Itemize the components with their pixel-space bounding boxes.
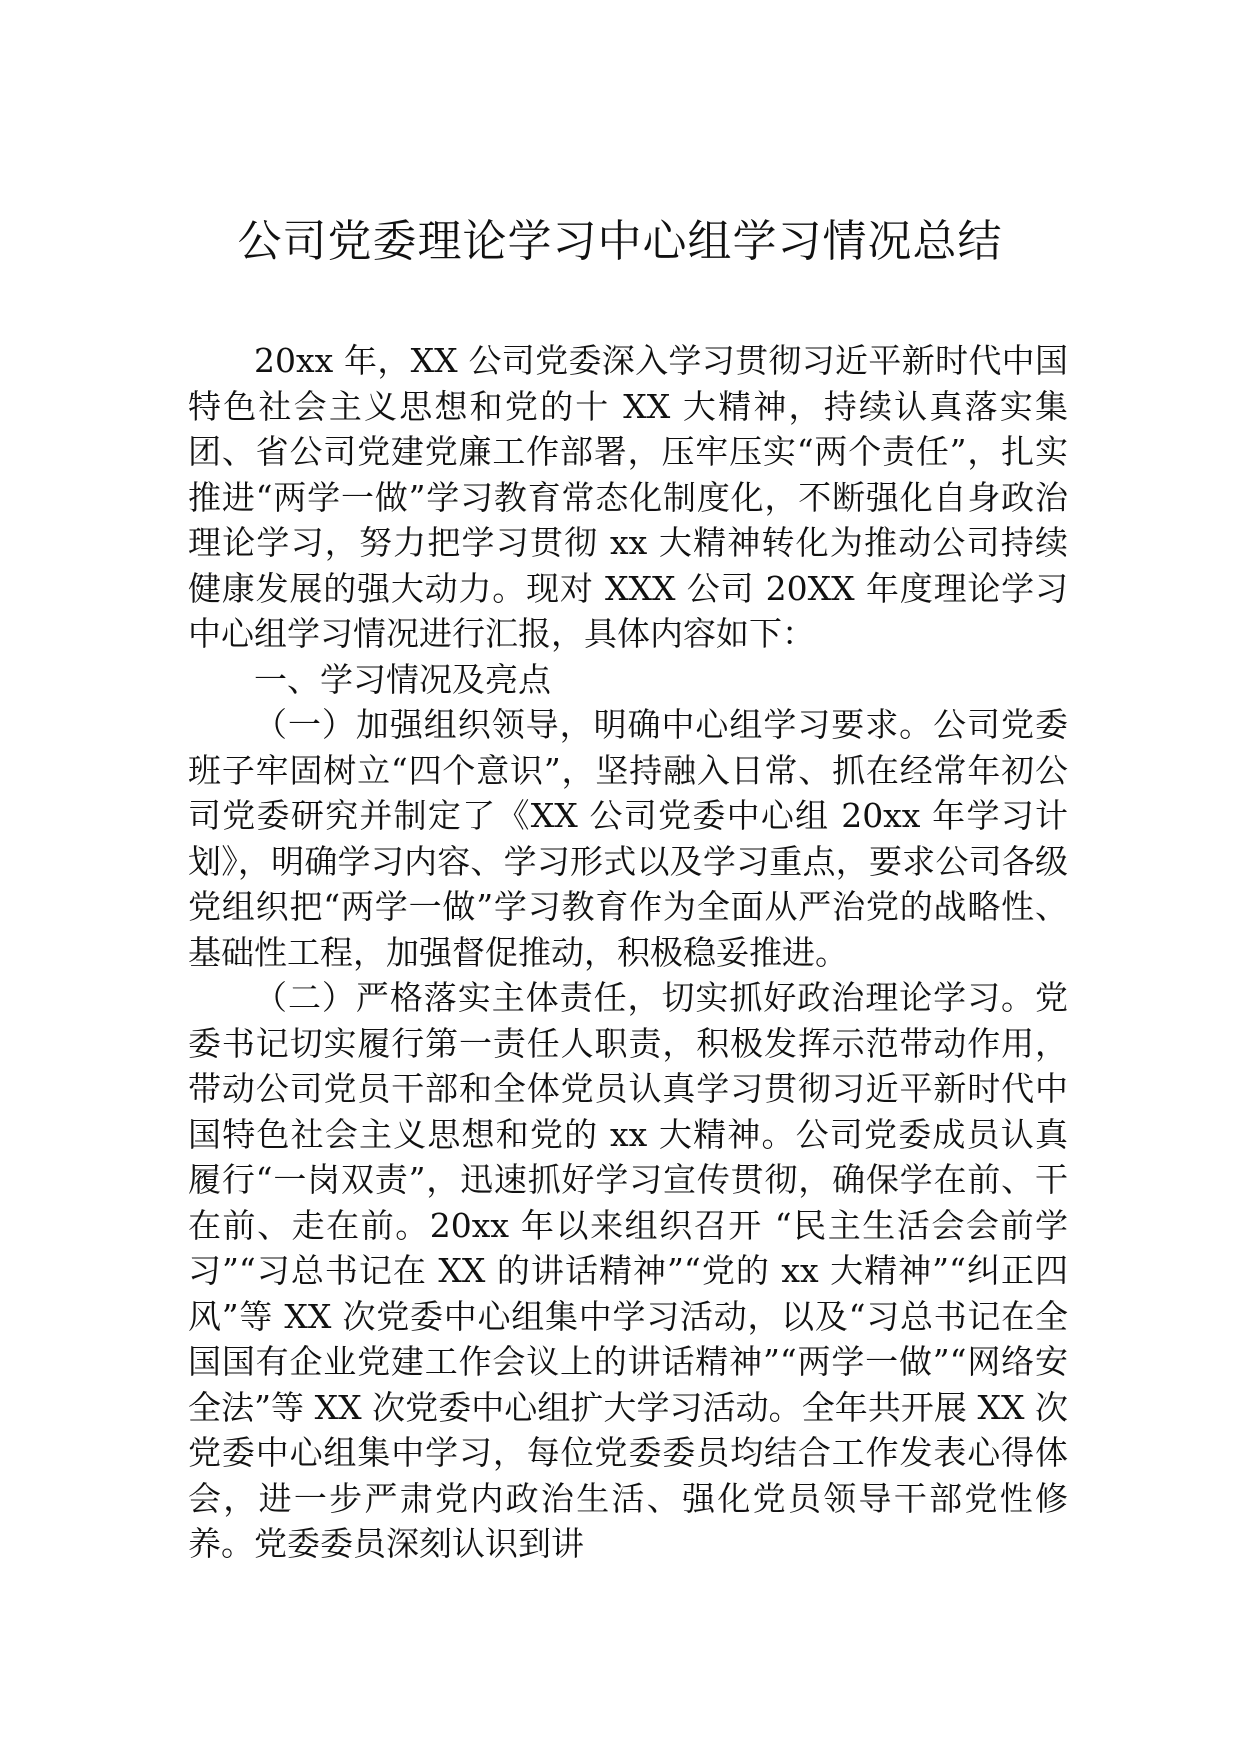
document-body: [188, 338, 1068, 1567]
paragraph-responsibility: （二）严格落实主体责任，切实抓好政治理论学习。党委书记切实履行第一责任人职责，积极发挥示范带动作用，带动公司党员干部和全体党员认真学习贯彻习近平新时代中国特色社会主义思想和党的 xx 大精神。公司党委成员认真履行“一岗双责”，迅速抓好学习宣传贯彻，确保学在前、干在前、走在前。20xx 年以来组织召开 “民主生活会会前学习”“习总书记在 XX 的讲话精神”“党的 xx 大精神”“纠正四风”等 XX 次党委中心组集中学习活动，以及“习总书记在全国国有企业党建工作会议上的讲话精神”“两学一做”“网络安全法”等 XX 次党委中心组扩大学习活动。全年共开展 XX 次党委中心组集中学习，每位党委委员均结合工作发表心得体会，进一步严肃党内政治生活、强化党员领导干部党性修养。党委委员深刻认识到讲: [188, 978, 1068, 1563]
document-title: 公司党委理论学习中心组学习情况总结: [237, 216, 1003, 267]
section-heading: 一、学习情况及亮点: [254, 659, 551, 699]
paragraph-organization: （一）加强组织领导，明确中心组学习要求。公司党委班子牢固树立“四个意识”，坚持融入日常、抓在经常年初公司党委研究并制定了《XX 公司党委中心组 20xx 年学习计划》，明确学习内容、学习形式以及学习重点，要求公司各级党组织把“两学一做”学习教育作为全面从严治党的战略性、基础性工程，加强督促推动，积极稳妥推进。: [188, 705, 1068, 972]
paragraph-intro: 20xx 年，XX 公司党委深入学习贯彻习近平新时代中国特色社会主义思想和党的十 XX 大精神，持续认真落实集团、省公司党建党廉工作部署，压牢压实“两个责任”，扎实推进“两学一做”学习教育常态化制度化，不断强化自身政治理论学习，努力把学习贯彻 xx 大精神转化为推动公司持续健康发展的强大动力。现对 XXX 公司 20XX 年度理论学习中心组学习情况进行汇报，具体内容如下：: [188, 341, 1068, 653]
